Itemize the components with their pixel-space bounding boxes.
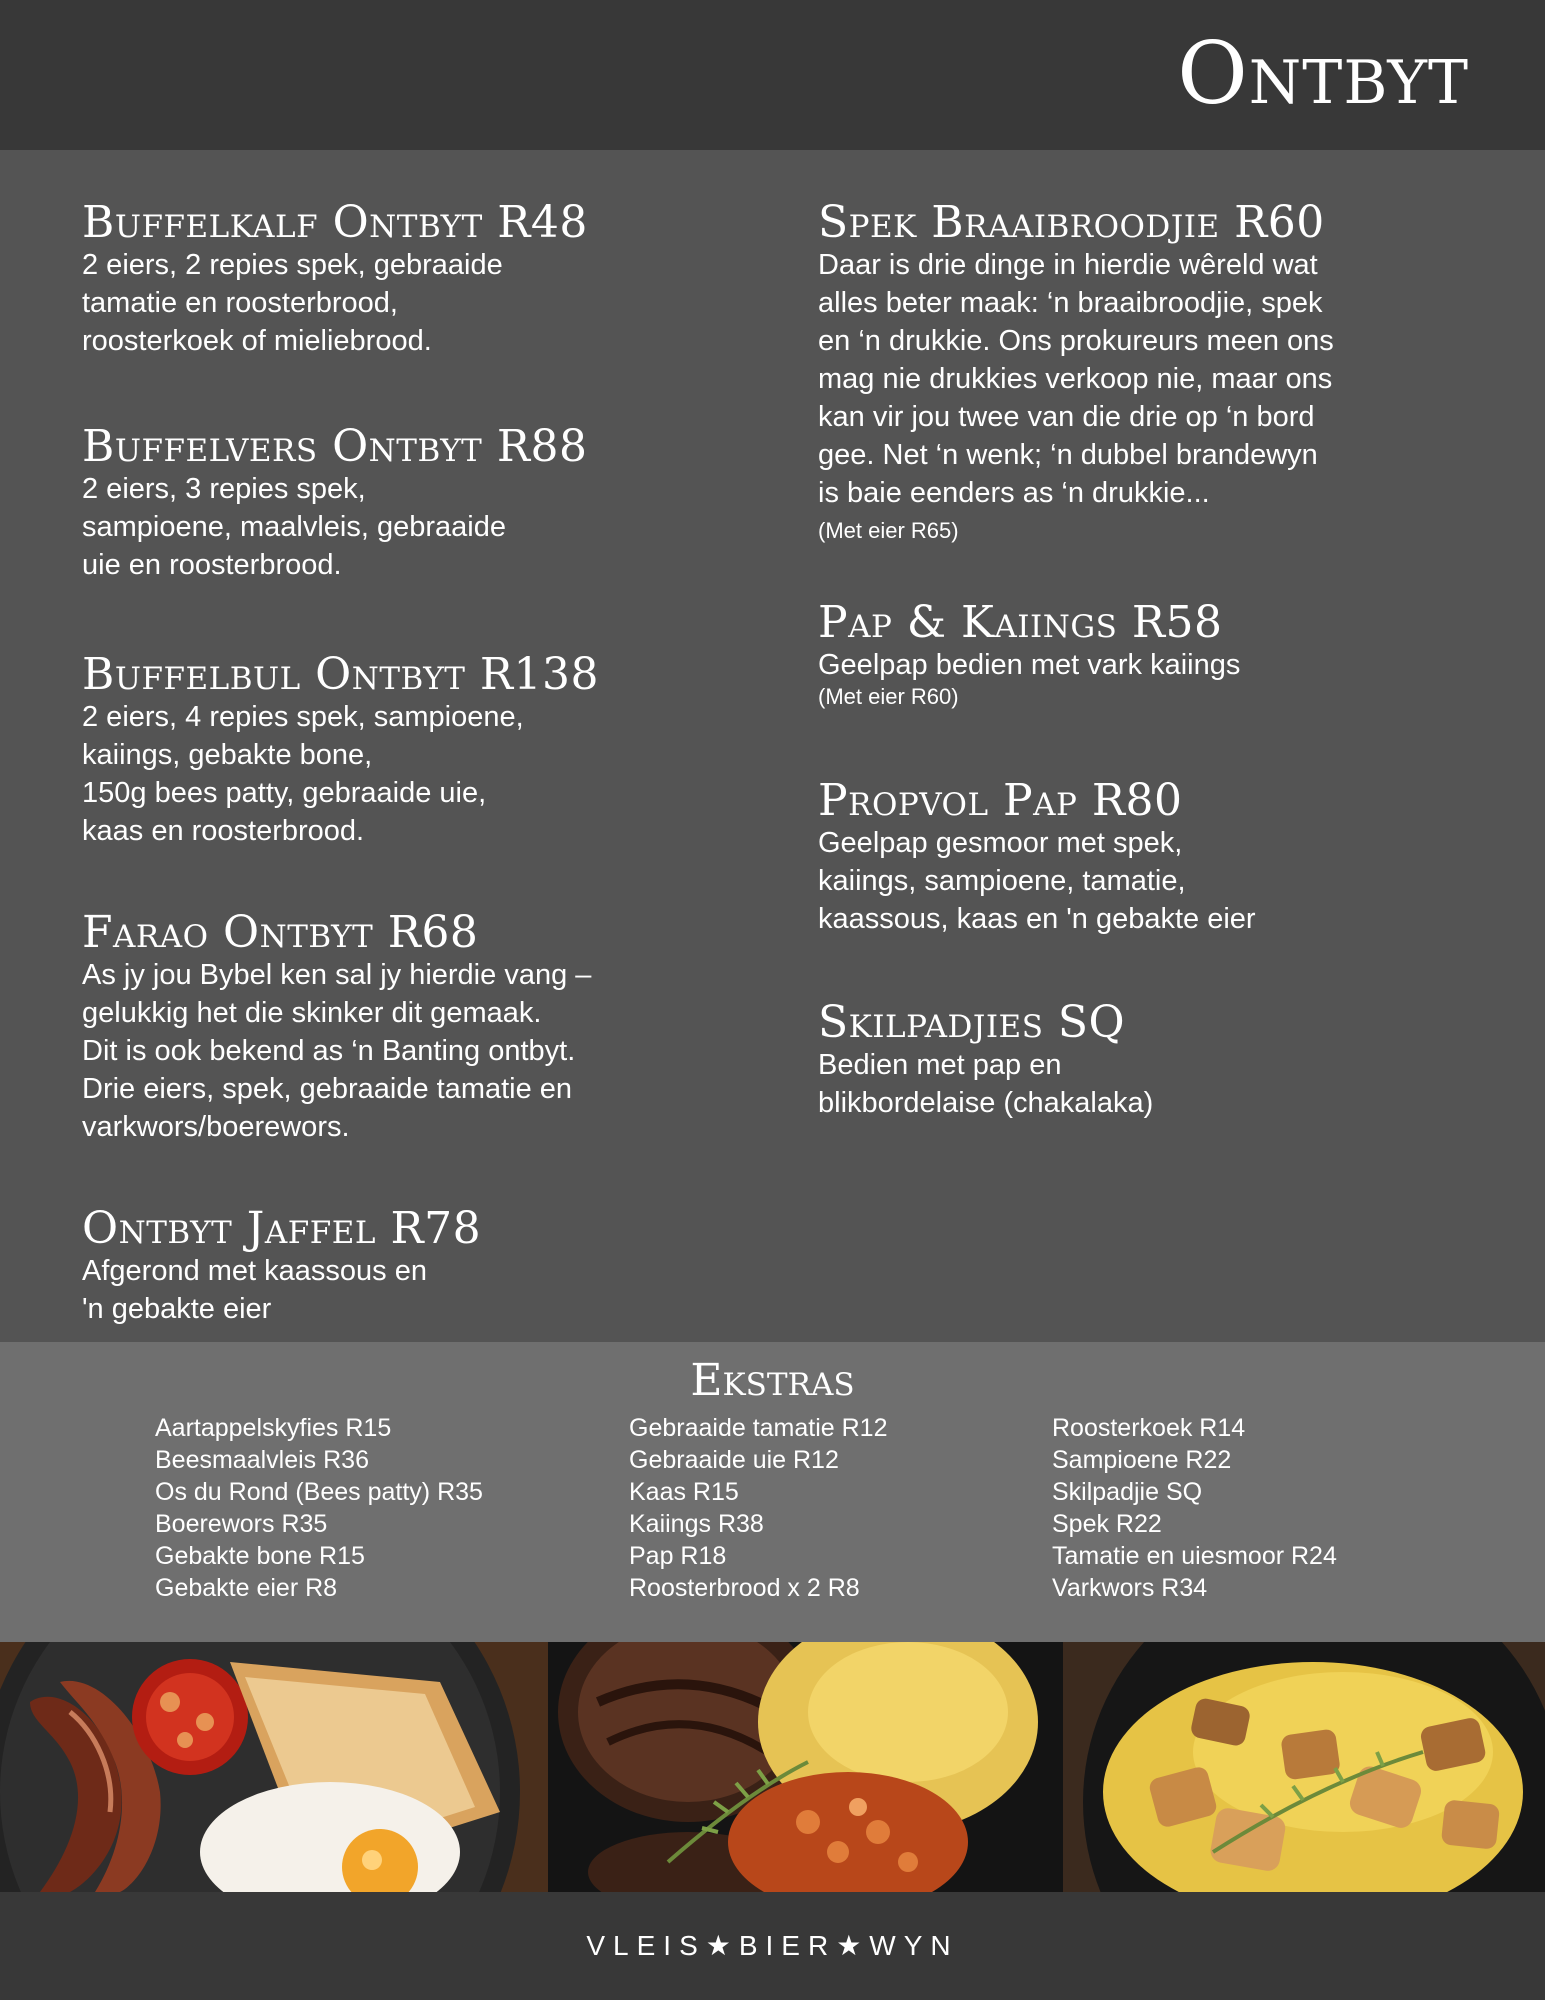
- menu-item-title: Propvol Pap R80: [818, 775, 1183, 826]
- menu-item-note: (Met eier R60): [818, 684, 959, 709]
- menu-item-buffelvers: [82, 420, 722, 584]
- menu-item-title: Pap & Kaiings R58: [818, 597, 1223, 648]
- extras-item: Aartappelskyfies R15: [155, 1414, 392, 1442]
- menu-item-farao: [82, 906, 722, 1146]
- menu-item-description: Geelpap gesmoor met spek, kaiings, sampioene, tamatie, kaassous, kaas en 'n gebakte eier: [818, 827, 1256, 935]
- menu-item-title: Buffelbul Ontbyt R138: [82, 649, 600, 700]
- extras-item: Os du Rond (Bees patty) R35: [155, 1478, 483, 1506]
- extras-list-3: [1052, 1412, 1337, 1604]
- extras-item: Tamatie en uiesmoor R24: [1052, 1542, 1337, 1570]
- menu-item-title: Spek Braaibroodjie R60: [818, 197, 1325, 248]
- extras-section: [0, 1342, 1545, 1642]
- menu-item-description: Bedien met pap en blikbordelaise (chakalaka): [818, 1049, 1154, 1119]
- menu-item-pap-kaiings: [818, 596, 1468, 712]
- extras-item: Beesmaalvleis R36: [155, 1446, 369, 1474]
- page-title: Ontbyt: [1177, 24, 1469, 124]
- extras-item: Spek R22: [1052, 1510, 1162, 1538]
- menu-item-buffelbul: [82, 648, 722, 850]
- menu-item-description: 2 eiers, 2 repies spek, gebraaide tamatie en roosterbrood, roosterkoek of mieliebrood.: [82, 249, 503, 357]
- extras-item: Kaas R15: [629, 1478, 739, 1506]
- menu-item-title: Buffelkalf Ontbyt R48: [82, 197, 588, 248]
- menu-item-description: Daar is drie dinge in hierdie wêreld wat alles beter maak: ‘n braaibroodjie, spek en ‘n drukkie. Ons prokureurs meen ons mag nie drukkies verkoop nie, maar ons kan vir jou twee van die drie op ‘n bord gee. Net ‘n wenk; ‘n dubbel brandewyn is baie eenders as ‘n drukkie...: [818, 249, 1334, 509]
- extras-item: Sampioene R22: [1052, 1446, 1232, 1474]
- menu-item-description: As jy jou Bybel ken sal jy hierdie vang – gelukkig het die skinker dit gemaak. Dit is ook bekend as ‘n Banting ontbyt. Drie eiers, spek, gebraaide tamatie en varkwors/boerewors.: [82, 959, 592, 1143]
- pap-kaiings-photo: [1063, 1642, 1545, 1892]
- patty-pap-beans-photo: [548, 1642, 1063, 1892]
- menu-item-spek-braaibroodjie: [818, 196, 1468, 546]
- extras-item: Gebakte eier R8: [155, 1574, 338, 1602]
- extras-item: Gebraaide tamatie R12: [629, 1414, 888, 1442]
- menu-item-title: Buffelvers Ontbyt R88: [82, 421, 588, 472]
- menu-item-title: Ontbyt Jaffel R78: [82, 1203, 482, 1254]
- breakfast-plate-photo: [0, 1642, 548, 1892]
- extras-item: Kaiings R38: [629, 1510, 764, 1538]
- food-photo-strip: [0, 1642, 1545, 1892]
- extras-item: Boerewors R35: [155, 1510, 328, 1538]
- extras-item: Pap R18: [629, 1542, 727, 1570]
- menu-item-title: Farao Ontbyt R68: [82, 907, 479, 958]
- extras-item: Varkwors R34: [1052, 1574, 1208, 1602]
- extras-item: Gebakte bone R15: [155, 1542, 365, 1570]
- menu-item-propvol-pap: [818, 774, 1468, 938]
- menu-item-jaffel: [82, 1202, 722, 1328]
- menu-section: [0, 150, 1545, 1342]
- extras-item: Gebraaide uie R12: [629, 1446, 839, 1474]
- extras-item: Skilpadjie SQ: [1052, 1478, 1203, 1506]
- footer-bar: [0, 1892, 1545, 2000]
- menu-item-description: 2 eiers, 4 repies spek, sampioene, kaiings, gebakte bone, 150g bees patty, gebraaide uie, kaas en roosterbrood.: [82, 701, 524, 847]
- extras-list-2: [629, 1412, 887, 1604]
- extras-item: Roosterkoek R14: [1052, 1414, 1246, 1442]
- menu-item-skilpadjies: [818, 996, 1468, 1122]
- extras-title: Ekstras: [690, 1355, 855, 1406]
- extras-item: Roosterbrood x 2 R8: [629, 1574, 860, 1602]
- header-bar: [0, 0, 1545, 150]
- extras-list-1: [155, 1412, 483, 1604]
- menu-item-description: Geelpap bedien met vark kaiings: [818, 649, 1241, 681]
- menu-item-description: 2 eiers, 3 repies spek, sampioene, maalvleis, gebraaide uie en roosterbrood.: [82, 473, 506, 581]
- menu-item-description: Afgerond met kaassous en 'n gebakte eier: [82, 1255, 427, 1325]
- brand-tagline: VLEIS★BIER★WYN: [586, 1930, 959, 1961]
- menu-item-buffelkalf: [82, 196, 722, 360]
- menu-item-title: Skilpadjies SQ: [818, 997, 1126, 1048]
- menu-item-note: (Met eier R65): [818, 518, 959, 543]
